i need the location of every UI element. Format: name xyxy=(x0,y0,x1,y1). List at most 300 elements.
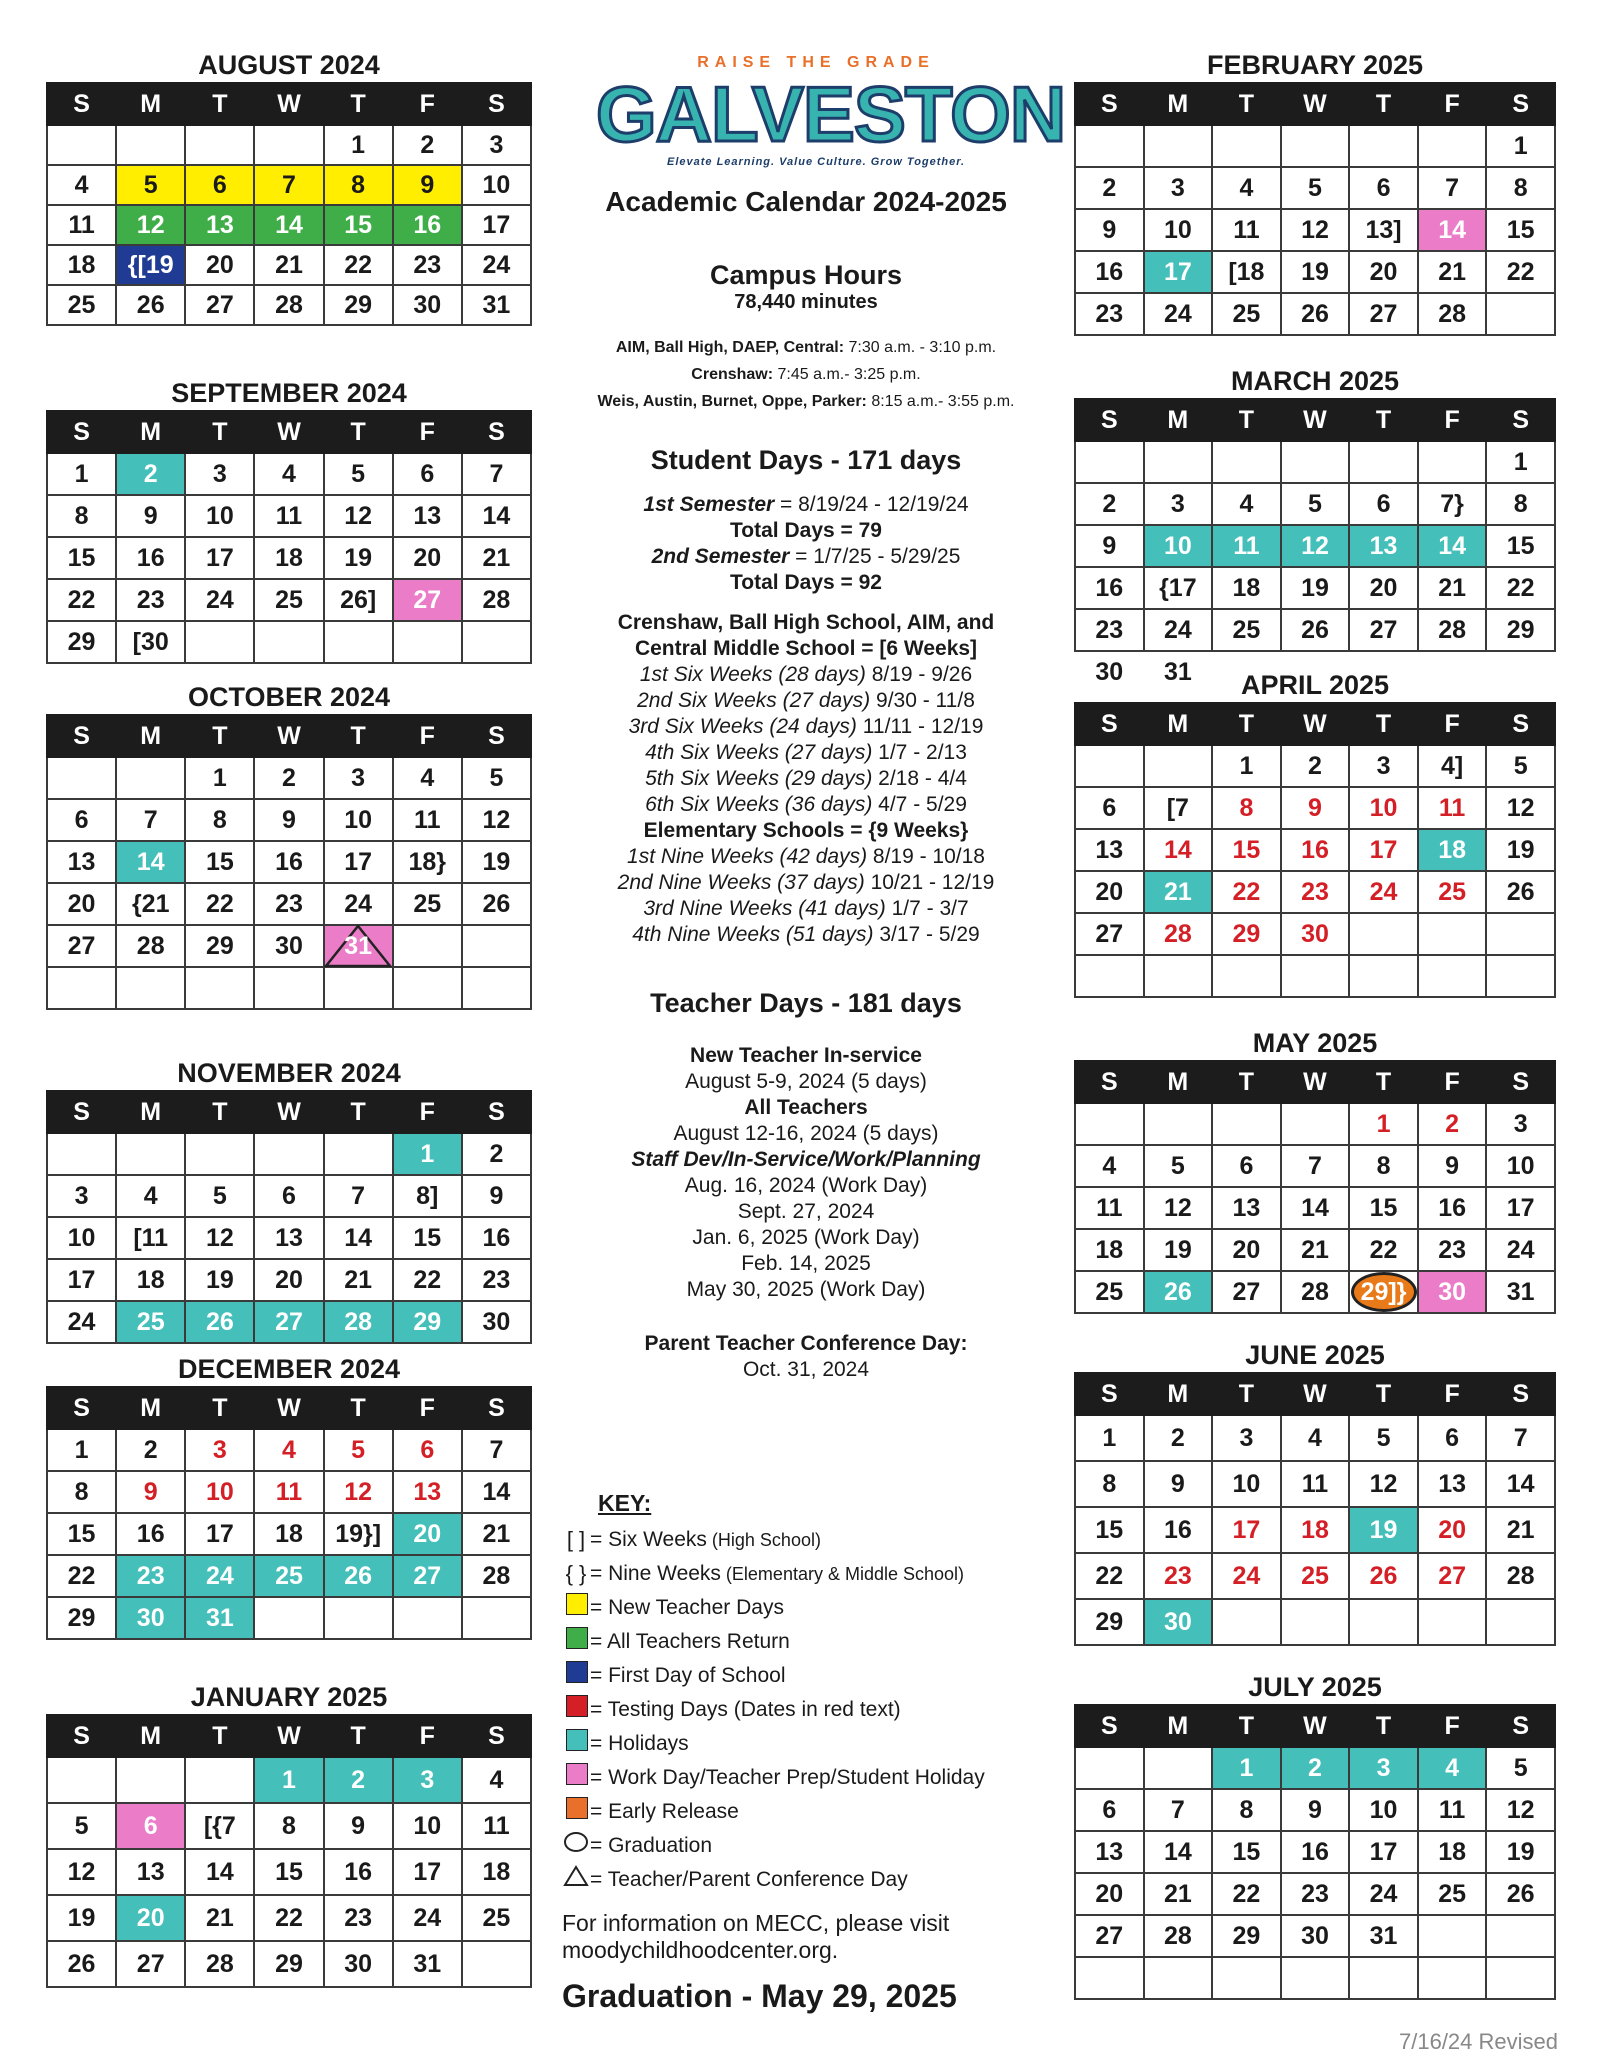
day-number: 13 xyxy=(1095,835,1124,864)
week-row xyxy=(47,165,531,205)
day-cell xyxy=(116,799,185,841)
weekday-header: M xyxy=(116,1715,185,1757)
day-cell xyxy=(462,1757,531,1803)
day-number: 29 xyxy=(67,627,96,656)
day-number: 22 xyxy=(1232,1879,1261,1908)
empty-day-cell xyxy=(393,621,462,663)
day-number: 7 xyxy=(143,805,158,834)
day-number: 21 xyxy=(275,250,303,279)
color-swatch-icon xyxy=(562,1761,590,1795)
day-number: 25 xyxy=(1232,615,1261,644)
key-label: = All Teachers Return xyxy=(590,1630,790,1653)
day-cell xyxy=(1281,1145,1350,1187)
day-number: 11 xyxy=(1438,793,1466,822)
day-number: 27 xyxy=(1232,1277,1261,1306)
day-cell xyxy=(1418,293,1487,335)
day-cell xyxy=(1281,1789,1350,1831)
key-label: = Graduation xyxy=(590,1834,713,1857)
day-cell xyxy=(324,1429,393,1471)
day-cell xyxy=(1486,483,1555,525)
day-number: 3 xyxy=(1513,1109,1528,1138)
day-cell xyxy=(1212,167,1281,209)
key-label: = First Day of School xyxy=(590,1664,786,1687)
day-cell xyxy=(1349,1461,1418,1507)
day-cell xyxy=(462,1849,531,1895)
day-cell xyxy=(1418,209,1487,251)
day-number: 6 xyxy=(420,459,435,488)
week-row xyxy=(47,1513,531,1555)
day-number: 8 xyxy=(1513,489,1528,518)
day-number: 20 xyxy=(1095,877,1124,906)
day-cell xyxy=(254,245,323,285)
day-number: 30 xyxy=(1163,1607,1192,1636)
key-row xyxy=(562,1829,1062,1863)
week-row xyxy=(47,967,531,1009)
day-cell xyxy=(1075,1187,1144,1229)
empty-day-cell xyxy=(1075,1957,1144,1999)
day-number: 17 xyxy=(1232,1515,1261,1544)
empty-day-cell xyxy=(1418,1599,1487,1645)
logo-tagline: RAISE THE GRADE xyxy=(697,54,935,71)
weekday-header: T xyxy=(324,1091,393,1133)
empty-day-cell xyxy=(462,967,531,1009)
day-cell xyxy=(1144,1271,1213,1313)
weekday-header: T xyxy=(1349,1373,1418,1415)
day-cell xyxy=(1075,1553,1144,1599)
day-number: 24 xyxy=(1232,1561,1261,1590)
empty-day-cell xyxy=(47,125,116,165)
day-number: 20 xyxy=(1369,573,1398,602)
day-cell xyxy=(1281,787,1350,829)
day-cell xyxy=(47,621,116,663)
day-number: 16 xyxy=(136,543,165,572)
empty-day-cell xyxy=(1144,1957,1213,1999)
day-number: 16 xyxy=(1095,573,1124,602)
day-cell xyxy=(47,245,116,285)
day-cell xyxy=(254,1175,323,1217)
weekday-header: T xyxy=(1349,1705,1418,1747)
day-number: 23 xyxy=(1095,615,1124,644)
day-cell xyxy=(1486,1747,1555,1789)
day-cell xyxy=(1212,1229,1281,1271)
weekday-header: M xyxy=(1144,83,1213,125)
day-cell xyxy=(324,1259,393,1301)
empty-day-cell xyxy=(1144,745,1213,787)
day-cell xyxy=(324,285,393,325)
day-number: 31 xyxy=(413,1949,442,1978)
day-number: 18 xyxy=(67,250,96,279)
empty-day-cell xyxy=(116,967,185,1009)
day-cell xyxy=(1349,745,1418,787)
day-cell xyxy=(185,1301,254,1343)
color-swatch-icon xyxy=(562,1591,590,1625)
week-row xyxy=(1075,955,1555,997)
week-row xyxy=(1075,483,1555,525)
day-cell xyxy=(1349,1915,1418,1957)
day-number: 5 xyxy=(1308,173,1322,202)
month-title: JULY 2025 xyxy=(1248,1672,1382,1702)
day-cell xyxy=(185,1259,254,1301)
day-cell xyxy=(462,125,531,165)
empty-day-cell xyxy=(1144,1747,1213,1789)
day-cell xyxy=(1349,209,1418,251)
day-number: 19 xyxy=(1301,257,1329,286)
month-grid xyxy=(46,1714,532,1988)
day-number: 16 xyxy=(1301,835,1329,864)
day-number: 3 xyxy=(1376,751,1391,780)
grading-periods: Crenshaw, Ball High School, AIM, and Central Middle School = [6 Weeks] 1st Six Weeks (28 days) 8/19 - 9/26 2nd Six Weeks (27 days) 9/30 - 11/8 3rd Six Weeks (24 days) 11/11 - 12/19 4th Six Weeks (27 days) 1/7 - 2/13 5th Six Weeks (29 days) 2/18 - 4/4 6th Six Weeks (36 days) 4/7 - 5/29 Elementary Schools = {9 Weeks} 1st Nine Weeks (42 days) 8/19 - 10/18 2nd Nine Weeks (37 days) 10/21 - 12/19 3rd Nine Weeks (41 days) 1/7 - 3/7 4th Nine Weeks (51 days) 3/17 - 5/29 xyxy=(617,611,995,946)
empty-day-cell xyxy=(1418,441,1487,483)
day-number: 31 xyxy=(344,931,373,960)
day-number: 7 xyxy=(282,170,296,199)
day-number: 19 xyxy=(1506,835,1535,864)
day-number: 27 xyxy=(1095,919,1124,948)
day-number: 12 xyxy=(344,501,373,530)
day-cell xyxy=(1349,787,1418,829)
day-cell xyxy=(47,495,116,537)
weekday-header: T xyxy=(324,411,393,453)
day-number: 4 xyxy=(282,459,296,488)
center-column xyxy=(556,48,1066,1383)
empty-day-cell xyxy=(1486,1599,1555,1645)
day-number: 28 xyxy=(275,290,303,319)
day-cell xyxy=(462,1133,531,1175)
day-number: 5 xyxy=(1376,1423,1391,1452)
day-number: 24 xyxy=(482,250,511,279)
day-cell xyxy=(1281,251,1350,293)
empty-day-cell xyxy=(47,1133,116,1175)
empty-day-cell xyxy=(116,125,185,165)
day-number: 3 xyxy=(74,1181,89,1210)
day-cell xyxy=(324,165,393,205)
day-number: 14 xyxy=(1163,835,1192,864)
empty-day-cell xyxy=(254,125,323,165)
day-cell xyxy=(393,205,462,245)
day-number: 24 xyxy=(1369,877,1398,906)
weekday-header: W xyxy=(1281,83,1350,125)
day-cell xyxy=(47,537,116,579)
day-number: 9 xyxy=(1308,793,1322,822)
day-cell xyxy=(1075,1229,1144,1271)
week-row xyxy=(1075,1187,1555,1229)
day-cell xyxy=(1075,1915,1144,1957)
day-number: 25 xyxy=(1232,299,1261,328)
empty-day-cell xyxy=(1212,1957,1281,1999)
day-number: [7 xyxy=(1166,793,1189,822)
day-cell xyxy=(1075,1461,1144,1507)
day-cell xyxy=(1212,1747,1281,1789)
week-row xyxy=(1075,209,1555,251)
day-cell xyxy=(1212,1461,1281,1507)
day-cell xyxy=(1349,1789,1418,1831)
day-cell xyxy=(116,1217,185,1259)
day-number: 23 xyxy=(1301,877,1329,906)
week-row xyxy=(47,537,531,579)
day-cell xyxy=(116,1513,185,1555)
day-number: 7} xyxy=(1440,489,1464,518)
day-cell xyxy=(1486,1831,1555,1873)
day-cell xyxy=(462,799,531,841)
week-row xyxy=(47,1555,531,1597)
hours-row: AIM, Ball High, DAEP, Central: 7:30 a.m. - 3:10 p.m. xyxy=(615,339,997,356)
day-number: 14 xyxy=(482,1477,511,1506)
week-row xyxy=(1075,293,1555,335)
day-cell xyxy=(185,1175,254,1217)
day-number: 7 xyxy=(1170,1795,1185,1824)
day-cell xyxy=(1212,525,1281,567)
day-number: 25 xyxy=(275,585,303,614)
day-number: [18 xyxy=(1228,257,1265,286)
day-number: 26 xyxy=(1163,1277,1192,1306)
day-number: 3 xyxy=(351,763,366,792)
hours-row: Crenshaw: 7:45 a.m.- 3:25 p.m. xyxy=(691,366,921,383)
weekday-header: F xyxy=(393,715,462,757)
week-row xyxy=(47,1471,531,1513)
weekday-header: T xyxy=(1349,703,1418,745)
day-number: 2 xyxy=(1445,1109,1460,1138)
empty-day-cell xyxy=(1075,745,1144,787)
day-cell xyxy=(1349,293,1418,335)
day-number: 4 xyxy=(143,1181,158,1210)
weekday-header: S xyxy=(1075,1373,1144,1415)
day-cell xyxy=(185,1471,254,1513)
day-cell xyxy=(254,1217,323,1259)
key-row xyxy=(562,1761,1062,1795)
day-number: 10 xyxy=(205,501,234,530)
day-number: 20 xyxy=(1369,257,1398,286)
day-number: 13 xyxy=(67,847,96,876)
day-cell xyxy=(185,1941,254,1987)
weekday-header: T xyxy=(1349,83,1418,125)
day-number: 6 xyxy=(420,1435,435,1464)
day-cell xyxy=(1418,1789,1487,1831)
day-number: 9 xyxy=(282,805,296,834)
day-cell xyxy=(1075,913,1144,955)
day-number: 27 xyxy=(413,585,442,614)
day-number: 19 xyxy=(1301,573,1329,602)
key-title: KEY: xyxy=(598,1490,652,1516)
day-cell xyxy=(1144,871,1213,913)
day-number: 23 xyxy=(1095,299,1124,328)
day-cell xyxy=(1212,1553,1281,1599)
day-number: 28 xyxy=(482,1561,511,1590)
day-cell xyxy=(1075,567,1144,609)
day-number: 3 xyxy=(420,1765,435,1794)
day-cell xyxy=(1144,1461,1213,1507)
day-number: 22 xyxy=(275,1903,303,1932)
day-cell xyxy=(254,883,323,925)
day-number: 29 xyxy=(1232,1921,1261,1950)
day-number: 24 xyxy=(413,1903,442,1932)
day-number: 11 xyxy=(1233,215,1260,244)
day-number: 21 xyxy=(482,543,511,572)
day-number: 20 xyxy=(136,1903,165,1932)
weekday-header: S xyxy=(1075,399,1144,441)
day-cell xyxy=(1144,1599,1213,1645)
day-cell xyxy=(254,1555,323,1597)
empty-day-cell xyxy=(1486,293,1555,335)
day-cell xyxy=(116,621,185,663)
week-row xyxy=(47,285,531,325)
week-row xyxy=(47,1803,531,1849)
weekday-header: S xyxy=(462,83,531,125)
weekday-header: W xyxy=(254,1387,323,1429)
day-cell xyxy=(1486,1271,1555,1313)
day-number: 23 xyxy=(1163,1561,1192,1590)
day-number: 18 xyxy=(275,543,303,572)
day-number: 23 xyxy=(275,889,303,918)
day-number: 5 xyxy=(143,170,158,199)
day-cell xyxy=(47,799,116,841)
key-label: = Testing Days (Dates in red text) xyxy=(590,1698,901,1721)
day-number: 16 xyxy=(413,210,442,239)
day-cell xyxy=(116,245,185,285)
day-cell xyxy=(1349,1229,1418,1271)
day-number: 30 xyxy=(275,931,303,960)
campus-minutes: 78,440 minutes xyxy=(734,291,878,313)
day-number: 9 xyxy=(351,1811,366,1840)
week-row xyxy=(1075,525,1555,567)
day-number: 9 xyxy=(1445,1151,1460,1180)
day-number: 25 xyxy=(482,1903,511,1932)
day-cell xyxy=(1418,525,1487,567)
day-cell xyxy=(185,1429,254,1471)
day-number: 10 xyxy=(205,1477,234,1506)
weekday-header: W xyxy=(254,1091,323,1133)
day-cell xyxy=(47,1513,116,1555)
day-number: 29 xyxy=(1095,1607,1124,1636)
revised-date: 7/16/24 Revised xyxy=(1399,2029,1558,2054)
day-cell xyxy=(1349,1873,1418,1915)
day-cell xyxy=(1212,209,1281,251)
weekday-header: S xyxy=(47,83,116,125)
calendar-september-2024 xyxy=(46,376,532,664)
month-grid xyxy=(46,1386,532,1640)
empty-day-cell xyxy=(1075,955,1144,997)
key-note: (Elementary & Middle School) xyxy=(720,1564,965,1584)
week-row xyxy=(1075,441,1555,483)
calendar-january-2025 xyxy=(46,1680,532,1988)
day-cell xyxy=(1418,1145,1487,1187)
month-grid xyxy=(46,82,532,326)
swatch xyxy=(566,1593,588,1615)
weekday-header: S xyxy=(47,411,116,453)
week-row xyxy=(1075,1553,1555,1599)
day-cell xyxy=(185,579,254,621)
day-number: 5 xyxy=(212,1181,227,1210)
day-number: 24 xyxy=(205,1561,234,1590)
day-cell xyxy=(1349,1145,1418,1187)
empty-day-cell xyxy=(1075,1747,1144,1789)
day-cell xyxy=(1349,1187,1418,1229)
day-number: 20 xyxy=(1438,1515,1466,1544)
empty-day-cell xyxy=(1075,441,1144,483)
day-number: 3 xyxy=(1170,489,1185,518)
week-row xyxy=(47,757,531,799)
day-cell xyxy=(185,495,254,537)
day-cell xyxy=(185,285,254,325)
empty-day-cell xyxy=(1349,125,1418,167)
day-number: 31 xyxy=(1163,658,1192,686)
day-number: 22 xyxy=(67,1561,96,1590)
day-number: 9 xyxy=(143,501,158,530)
day-cell xyxy=(1075,1599,1144,1645)
day-cell xyxy=(1418,1103,1487,1145)
day-cell xyxy=(1281,1553,1350,1599)
day-cell xyxy=(47,1471,116,1513)
week-row xyxy=(1075,1103,1555,1145)
empty-day-cell xyxy=(1349,955,1418,997)
day-cell xyxy=(393,1803,462,1849)
month-grid xyxy=(1074,1060,1556,1314)
weekday-header: S xyxy=(462,1387,531,1429)
day-cell xyxy=(1486,209,1555,251)
week-row xyxy=(47,799,531,841)
week-row xyxy=(1075,1873,1555,1915)
empty-day-cell xyxy=(1212,441,1281,483)
week-row xyxy=(1075,1831,1555,1873)
day-cell xyxy=(47,165,116,205)
empty-day-cell xyxy=(185,967,254,1009)
day-cell xyxy=(47,285,116,325)
day-number: 15 xyxy=(1095,1515,1124,1544)
day-number: 28 xyxy=(1438,299,1466,328)
day-cell xyxy=(1075,829,1144,871)
empty-day-cell xyxy=(254,967,323,1009)
day-number: 18 xyxy=(1301,1515,1329,1544)
day-cell xyxy=(1144,1187,1213,1229)
day-cell xyxy=(254,537,323,579)
day-cell xyxy=(393,1555,462,1597)
day-cell xyxy=(185,1803,254,1849)
day-cell xyxy=(1212,251,1281,293)
day-cell xyxy=(254,1259,323,1301)
day-number: 12 xyxy=(1301,215,1329,244)
day-number: 1 xyxy=(1513,131,1528,160)
weekday-header: S xyxy=(1075,83,1144,125)
day-cell xyxy=(47,1895,116,1941)
day-number: 1 xyxy=(351,130,366,159)
day-cell xyxy=(1075,1873,1144,1915)
day-number: 12 xyxy=(205,1223,234,1252)
day-cell xyxy=(254,205,323,245)
day-cell xyxy=(116,883,185,925)
day-cell xyxy=(462,1429,531,1471)
day-number: 28 xyxy=(205,1949,234,1978)
day-number: 3 xyxy=(212,459,227,488)
day-number: 13 xyxy=(1438,1469,1466,1498)
day-cell xyxy=(47,1175,116,1217)
empty-day-cell xyxy=(1418,1915,1487,1957)
day-cell xyxy=(47,1803,116,1849)
empty-day-cell xyxy=(1144,1103,1213,1145)
day-cell xyxy=(1349,483,1418,525)
day-number: 23 xyxy=(344,1903,373,1932)
day-number: 27 xyxy=(1369,615,1398,644)
day-cell xyxy=(185,1217,254,1259)
week-row xyxy=(47,1217,531,1259)
day-cell xyxy=(116,1471,185,1513)
day-cell xyxy=(1144,209,1213,251)
swatch xyxy=(566,1729,588,1751)
day-cell xyxy=(393,453,462,495)
day-number: 16 xyxy=(1301,1837,1329,1866)
day-number: 18 xyxy=(1438,1837,1466,1866)
swatch xyxy=(566,1627,588,1649)
day-number: 19 xyxy=(482,847,511,876)
day-cell xyxy=(254,1757,323,1803)
day-number: 28 xyxy=(136,931,165,960)
